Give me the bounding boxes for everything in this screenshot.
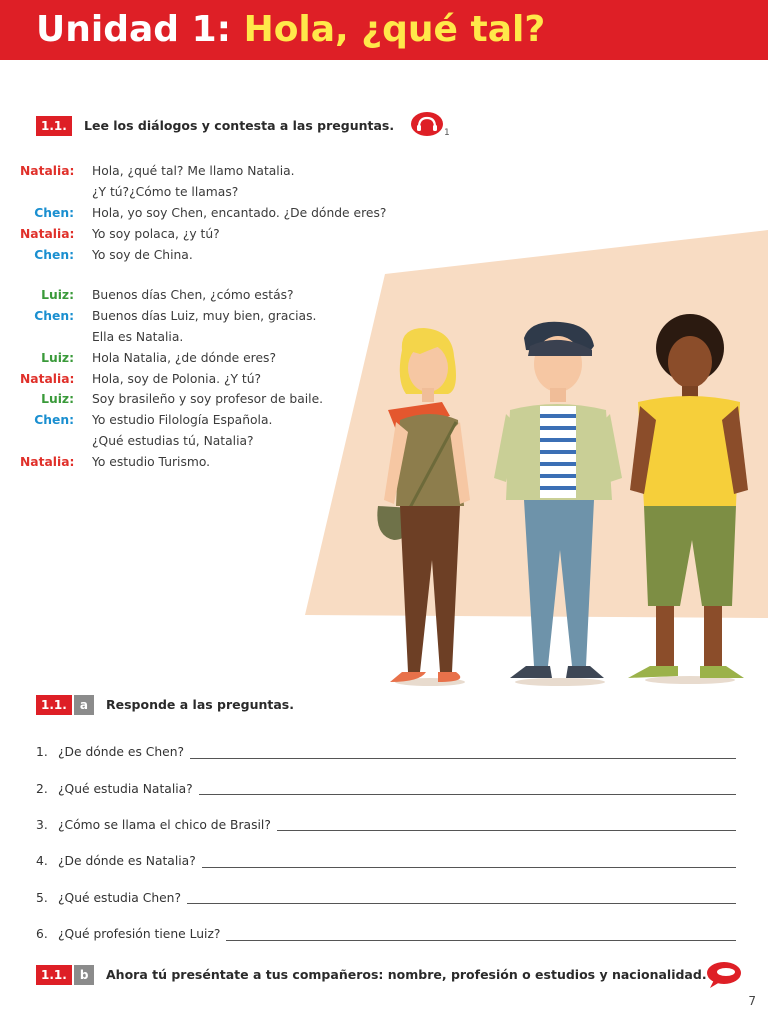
dialog-text: Yo estudio Turismo.	[92, 454, 211, 469]
dialog-line	[20, 244, 360, 265]
speech-bubble-icon[interactable]	[704, 960, 744, 994]
exercise-badge-1-1a	[36, 695, 94, 715]
speaker-name: Luiz:	[41, 288, 74, 303]
question-number: 2.	[36, 781, 48, 796]
question-number: 6.	[36, 927, 48, 942]
woman-figure	[377, 328, 470, 686]
dialog-line	[20, 368, 360, 389]
speaker-name: Natalia:	[20, 371, 75, 386]
speaker-name: Natalia:	[20, 164, 75, 179]
dialog-text: Hola Natalia, ¿de dónde eres?	[92, 350, 276, 365]
dialog-text: Ella es Natalia.	[92, 329, 184, 344]
dialog-text: Hola, soy de Polonia. ¿Y tú?	[92, 371, 262, 386]
dialog-text: Soy brasileño y soy profesor de baile.	[92, 392, 324, 407]
answer-line[interactable]	[187, 891, 736, 904]
dialog-line	[20, 389, 360, 410]
dialog-line	[20, 203, 387, 224]
badge-letter: a	[74, 695, 94, 715]
badge-number: 1.1.	[36, 116, 72, 136]
dialog-line	[20, 327, 360, 348]
answer-line[interactable]	[202, 855, 736, 868]
question-item	[36, 734, 736, 770]
unit-label: Unidad 1:	[36, 9, 232, 50]
speaker-name: Chen:	[34, 309, 74, 324]
speaker-name: Natalia:	[20, 454, 75, 469]
dialog-line	[20, 285, 360, 306]
speaker-name: Chen:	[34, 413, 74, 428]
speaker-name: Luiz:	[41, 350, 74, 365]
dialog-line	[20, 347, 360, 368]
dialog-line	[20, 410, 360, 431]
dialog-text: ¿Qué estudias tú, Natalia?	[92, 433, 254, 448]
badge-letter: b	[74, 965, 95, 985]
man-figure-chen	[494, 322, 622, 686]
badge-number: 1.1.	[36, 965, 72, 985]
question-item	[36, 770, 736, 806]
speaker-name: Luiz:	[41, 392, 74, 407]
speaker-name: Chen:	[34, 247, 74, 262]
question-text: ¿De dónde es Chen?	[58, 745, 185, 760]
dialog-line	[20, 223, 360, 244]
dialog-line	[20, 306, 360, 327]
question-text: ¿Qué estudia Chen?	[58, 890, 181, 905]
dialog-text: Hola, yo soy Chen, encantado. ¿De dónde eres?	[92, 205, 387, 220]
exercise-instruction-1-1b: Ahora tú preséntate a tus compañeros: nombre, profesión o estudios y nacionalidad.	[106, 967, 707, 982]
dialog-text: Hola, ¿qué tal? Me llamo Natalia.	[92, 164, 295, 179]
dialog-line	[20, 431, 360, 452]
question-number: 4.	[36, 854, 48, 869]
audio-track-number: 1	[444, 128, 450, 138]
question-item	[36, 807, 736, 843]
dialog-line	[20, 451, 360, 472]
characters-illustration	[360, 310, 760, 690]
question-number: 3.	[36, 817, 48, 832]
exercise-instruction-1-1: Lee los diálogos y contesta a las preguntas.	[84, 118, 395, 133]
dialog-line	[20, 182, 360, 203]
answer-line[interactable]	[190, 746, 736, 759]
answer-line[interactable]	[277, 818, 736, 831]
question-item	[36, 843, 736, 879]
question-text: ¿Cómo se llama el chico de Brasil?	[58, 817, 271, 832]
dialog-text: Yo soy de China.	[92, 247, 193, 262]
speaker-name: Chen:	[34, 205, 74, 220]
question-text: ¿De dónde es Natalia?	[58, 854, 196, 869]
exercise-instruction-1-1a: Responde a las preguntas.	[106, 697, 294, 712]
question-text: ¿Qué profesión tiene Luiz?	[58, 927, 221, 942]
question-list	[36, 734, 736, 952]
dialog-line	[20, 161, 360, 182]
dialog-text: Buenos días Chen, ¿cómo estás?	[92, 288, 294, 303]
answer-line[interactable]	[226, 928, 736, 941]
headphones-icon[interactable]	[408, 111, 448, 145]
man-figure-luiz	[628, 314, 748, 684]
question-text: ¿Qué estudia Natalia?	[58, 781, 193, 796]
question-item	[36, 880, 736, 916]
dialog-text: Yo estudio Filología Española.	[92, 413, 273, 428]
unit-title-text: Hola, ¿qué tal?	[243, 9, 546, 50]
dialog-text: Yo soy polaca, ¿y tú?	[92, 226, 220, 241]
question-item	[36, 916, 736, 952]
question-number: 5.	[36, 890, 48, 905]
dialog-text: ¿Y tú?¿Cómo te llamas?	[92, 185, 239, 200]
dialog-text: Buenos días Luiz, muy bien, gracias.	[92, 309, 317, 324]
dialog-1	[20, 161, 387, 265]
page-number: 7	[748, 994, 756, 1008]
exercise-badge-1-1	[36, 116, 72, 136]
badge-number: 1.1.	[36, 695, 72, 715]
answer-line[interactable]	[199, 782, 736, 795]
exercise-badge-1-1b	[36, 965, 94, 985]
question-number: 1.	[36, 745, 48, 760]
dialog-2	[20, 285, 360, 472]
speaker-name: Natalia:	[20, 226, 75, 241]
